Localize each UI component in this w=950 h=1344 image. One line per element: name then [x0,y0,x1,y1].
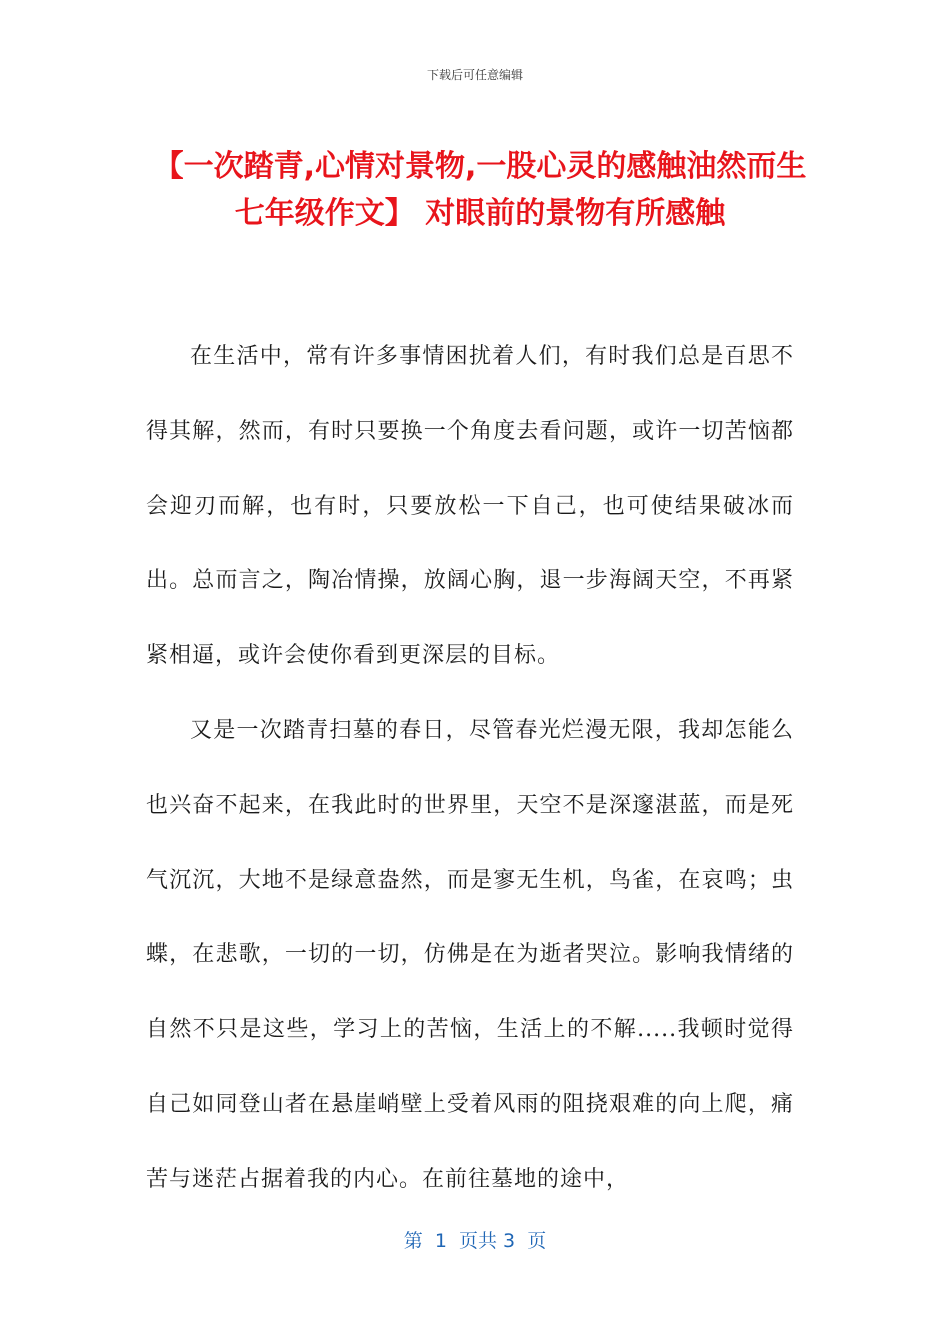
paragraph: 在生活中，常有许多事情困扰着人们，有时我们总是百思不得其解，然而，有时只要换一个角度去看问题，或许一切苦恼都会迎刃而解，也有时，只要放松一下自己，也可使结果破冰而出。总而言之，陶冶情操，放阔心胸，退一步海阔天空，不再紧紧相逼，或许会使你看到更深层的目标。 [146,344,794,669]
document-title: 【一次踏青,心情对景物,一股心灵的感触油然而生七年级作文】 对眼前的景物有所感触 [153,149,807,231]
header-note: 下载后可任意编辑 [426,68,523,82]
page-number: 第 1 页共 3 页 [403,1230,547,1252]
paragraph: 又是一次踏青扫墓的春日，尽管春光烂漫无限，我却怎能么也兴奋不起来，在我此时的世界里，天空不是深邃湛蓝，而是死气沉沉，大地不是绿意盎然，而是寥无生机，鸟雀，在哀鸣；虫蝶，在悲歌，一切的一切，仿佛是在为逝者哭泣。影响我情绪的自然不只是这些，学习上的苦恼，生活上的不解.....我顿时觉得自己如同登山者在悬崖峭壁上受着风雨的阻挠艰难的向上爬，痛苦与迷茫占据着我的内心。在前往墓地的途中， [146,717,794,1192]
document-body [146,320,794,1218]
